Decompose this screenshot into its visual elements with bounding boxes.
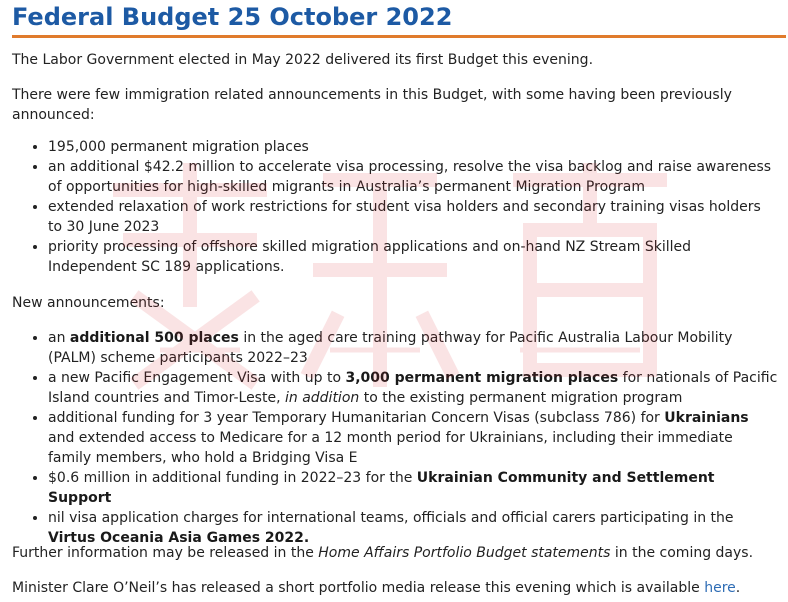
list-item	[48, 508, 778, 548]
text-run: a new Pacific Engagement Visa with up to	[48, 370, 346, 386]
text-run: $0.6 million in additional funding in 2022–23 for the	[48, 470, 417, 486]
list-item: • an additional $42.2 million to accelerate visa processing, resolve the visa backlog and raise awareness of opportunities for high-skilled migrants in Australia’s permanent Migration Program	[48, 157, 778, 197]
text-run: for nationals of Pacific Island countries and Timor-Leste,	[48, 370, 778, 406]
text-run: in the aged care training pathway for Pacific Australia Labour Mobility (PALM) scheme participants 2022–23	[48, 330, 733, 366]
text-run: Minister Clare O’Neil’s has released a short portfolio media release this evening which is available	[12, 580, 705, 596]
new-announcements-list	[12, 328, 778, 548]
text-run: to the existing permanent migration program	[359, 390, 683, 406]
text-run: nil visa application charges for international teams, officials and official carers participating in the	[48, 510, 734, 526]
list-item: • priority processing of offshore skilled migration applications and on-hand NZ Stream Skilled Independent SC 189 applications.	[48, 237, 778, 277]
text-run: and extended access to Medicare for a 12 month period for Ukrainians, including their immediate family members, who hold a Bridging Visa E	[48, 430, 733, 466]
text-run: Further information may be released in the	[12, 545, 319, 561]
list-item	[48, 408, 778, 468]
page-title: Federal Budget 25 October 2022	[12, 3, 453, 31]
text-run: an	[48, 330, 70, 346]
list-item: • 195,000 permanent migration places	[48, 137, 778, 157]
list-item	[48, 468, 778, 508]
here-link[interactable]: here	[704, 580, 736, 596]
list-item	[48, 368, 778, 408]
further-info-paragraph	[12, 543, 777, 563]
title-divider	[12, 35, 786, 38]
list-item: • extended relaxation of work restrictions for student visa holders and secondary training visas holders to 30 June 2023	[48, 197, 778, 237]
italic-text: Home Affairs Portfolio Budget statements	[318, 545, 611, 561]
emphasis-text: Virtus Oceania Asia Games 2022.	[48, 530, 310, 546]
emphasis-text: Ukrainian Community and Settlement Support	[48, 470, 715, 506]
minister-paragraph	[12, 578, 777, 598]
emphasis-text: additional 500 places	[69, 330, 239, 346]
emphasis-text: 3,000 permanent migration places	[345, 370, 619, 386]
previous-announcements-list	[12, 137, 778, 277]
text-run: additional funding for 3 year Temporary Humanitarian Concern Visas (subclass 786) for	[48, 410, 665, 426]
intro-paragraph: The Labor Government elected in May 2022 delivered its first Budget this evening.	[12, 52, 594, 68]
emphasis-text: Ukrainians	[664, 410, 749, 426]
italic-text: in addition	[284, 390, 360, 406]
text-run: .	[735, 580, 741, 596]
list-item	[48, 328, 778, 368]
new-announcements-heading: New announcements:	[12, 295, 165, 311]
text-run: in the coming days.	[610, 545, 754, 561]
context-paragraph: There were few immigration related announcements in this Budget, with some having been previously announced:	[12, 87, 732, 123]
document	[12, 0, 780, 596]
